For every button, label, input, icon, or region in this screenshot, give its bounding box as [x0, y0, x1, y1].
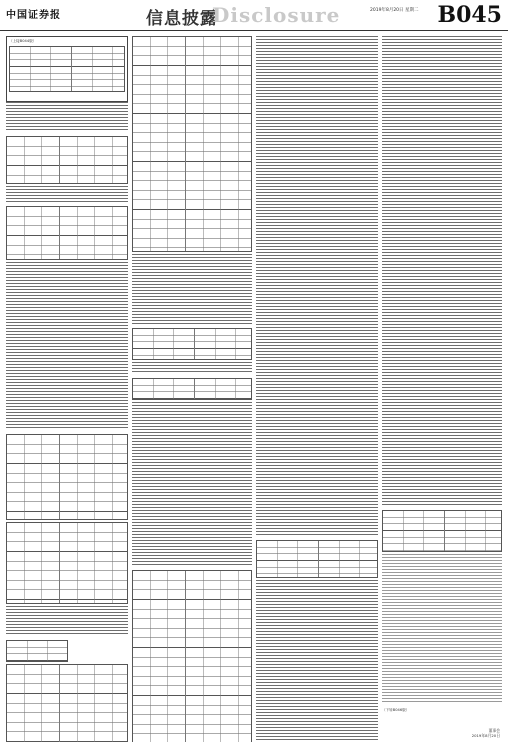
data-table — [6, 434, 128, 520]
section-title-english: Disclosure — [212, 3, 341, 27]
continued-note: （下转B046版） — [382, 708, 410, 712]
text-block — [6, 262, 128, 430]
summary-table — [9, 46, 125, 92]
text-block — [382, 554, 502, 704]
data-table — [256, 540, 378, 578]
signature-block — [472, 728, 500, 738]
column-4 — [382, 36, 502, 742]
issue-date: 2019年8月20日 星期二 — [370, 8, 419, 13]
data-table — [6, 136, 128, 184]
signature-company: 董事会 — [488, 728, 500, 733]
text-block — [132, 254, 252, 324]
data-table — [132, 570, 252, 742]
page-number: B045 — [437, 2, 502, 28]
text-block — [382, 36, 502, 506]
text-block — [6, 186, 128, 202]
data-table — [6, 640, 68, 662]
newspaper-masthead: 中国证券报 — [6, 10, 61, 21]
page-header — [0, 0, 508, 31]
large-data-table — [132, 36, 252, 252]
data-table — [6, 664, 128, 742]
text-block — [6, 102, 128, 132]
data-table — [132, 328, 252, 360]
section-title: 信息披露 — [146, 9, 218, 29]
data-table — [132, 378, 252, 400]
text-block — [132, 362, 252, 374]
continued-note: （上接B044版） — [9, 39, 37, 43]
summary-box — [6, 36, 128, 102]
data-table — [6, 206, 128, 260]
text-block — [256, 36, 378, 536]
text-block — [6, 606, 128, 636]
data-table — [382, 510, 502, 552]
column-1 — [6, 36, 128, 742]
signature-date: 2019年8月20日 — [471, 733, 500, 738]
data-table — [6, 522, 128, 604]
text-block — [132, 402, 252, 566]
column-3 — [256, 36, 378, 742]
column-2 — [132, 36, 252, 742]
text-block — [256, 580, 378, 742]
